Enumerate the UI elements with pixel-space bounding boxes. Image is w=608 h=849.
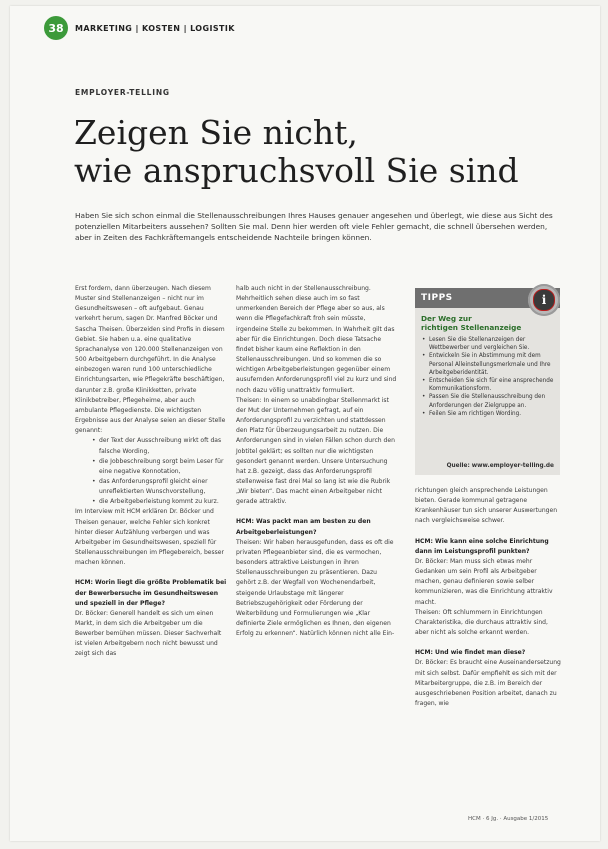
article-kicker: EMPLOYER-TELLING [75,88,170,97]
paragraph: halb auch nicht in der Stellenausschreibung. Mehrheitlich sehen diese auch im so fast unmerkenden Bereich der Pflege aber so aus, als wenn die Pflegefachkraft froh sein müsste, irgendeine Stelle zu bekommen. In Wahrheit gilt das aber für die Einrichtungen. Doch diese Tatsache findet bisher kaum eine Reflektion in den Stellenausschreibungen. Und so kommen die so wichtigen Arbeitgeberleistungen gegenüber einem ausufernden Anforderungsprofil viel zu kurz und sind noch dazu völlig unattraktiv formuliert. [236,285,397,394]
tips-box [415,288,560,475]
tips-source: Quelle: www.employer-telling.de [446,463,554,469]
tips-list-item: • Feilen Sie am richtigen Wording. [429,410,554,418]
tips-box-title: TIPPS [415,288,560,308]
article-lead: Haben Sie sich schon einmal die Stellenausschreibungen Ihres Hauses genauer angesehen und überlegt, wie diese aus Sicht des potenziellen Mitarbeiters aussehen? Sollten Sie mal. Denn hier werden oft viele Fehler gemacht, die schnell übersehen werden, aber in Zeiten des Fachkräftemangels entscheidende Nachteile bringen können. [75,211,553,243]
interview-answer: Dr. Böcker: Man muss sich etwas mehr Gedanken um sein Profil als Arbeitgeber machen, genau definieren sowie selber kommunizieren, was die Einrichtung attraktiv macht. [415,557,553,606]
paragraph: richtungen gleich ansprechende Leistungen bieten. Gerade kommunal getragene Krankenhäuser tun sich unserer Auswertungen nach vergleichsweise schwer. [415,487,558,525]
paragraph: Erst fordern, dann überzeugen. Nach diesem Muster sind Stellenanzeigen – nicht nur im Gesundheitswesen – oft aufgebaut. Genau verkehrt herum, sagen Dr. Manfred Böcker und Sascha Theisen. Überzeiden sind Profis in diesem Gebiet. Sie haben u.a. eine qualitative Sprachanalyse von 120.000 Stellenanzeigen von 500 Arbeitgebern durchgeführt. In die Analyse einbezogen waren rund 100 unterschiedliche Einrichtungsarten, wie Pflegekräfte beschäftigen, darunter z.B. große Klinikketten, private Klinikbetreiber, Pflegeheime, aber auch ambulante Pflegedienste. Die wichtigsten Ergebnisse aus der Analyse seien an dieser Stelle genannt: [75,285,226,435]
interview-answer: Dr. Böcker: Es braucht eine Auseinandersetzung mit sich selbst. Dafür empfiehlt es sich mit der Mitarbeitergruppe, die z.B. im Bereich der ausgeschriebenen Position arbeitet, danach zu fragen, wie [415,659,561,707]
tips-subtitle-line-2: richtigen Stellenanzeige [421,323,522,332]
magazine-page [10,6,600,841]
interview-answer: Dr. Böcker: Generell handelt es sich um einen Markt, in dem sich die Arbeitgeber um die Bewerber bemühen müssen. Dieser Sachverhalt ist vielen Arbeitgebern noch nicht bewusst und zeigt sich das [75,609,222,658]
page-number-badge: 38 [44,16,68,40]
list-item: • die Jobbeschreibung sorgt beim Leser für eine negative Konnotation, [99,457,228,477]
list-item: • das Anforderungsprofil gleicht einer unreflektierten Wunschvorstellung, [99,477,228,497]
column-1 [75,284,228,660]
findings-list [75,436,228,507]
info-icon: i [533,289,555,311]
section-title: MARKETING | KOSTEN | LOGISTIK [75,23,235,33]
tips-list-item: • Entwickeln Sie in Abstimmung mit dem Personal Alleinstellungsmerkmale und Ihre Arbeitgeberidentität. [429,352,554,377]
interview-answer: Theisen: Wir haben herausgefunden, dass es oft die privaten Pflegeanbieter sind, die es vermochen, besonders attraktive Leistungen in ihren Stellenausschreibungen zu präsentieren. Dazu gehört z.B. der Wegfall von Wochenendarbeit, steigende Urlaubstage mit längerer Betriebszugehörigkeit oder Förderung der Weiterbildung und Formulierungen wie „Klar definierte Ziele ermöglichen es Ihnen, den eigenen Erfolg zu erkennen“. Natürlich können nicht alle Ein- [236,538,395,638]
page-header [44,18,235,38]
page-footer: HCM · 6 Jg. · Ausgabe 1/2015 [468,816,549,822]
interview-question: HCM: Worin liegt die größte Problematik bei der Bewerbersuche im Gesundheitswesen und speziell in der Pflege? [75,579,227,607]
interview-question: HCM: Was packt man am besten zu den Arbeitgeberleistungen? [236,518,371,536]
list-item: • der Text der Ausschreibung wirkt oft das falsche Wording, [99,436,228,456]
column-3 [415,486,563,709]
paragraph: Im Interview mit HCM erklären Dr. Böcker und Theisen genauer, welche Fehler sich konkret hinter dieser Aufzählung verbergen und was Arbeitgeber im Gesundheitswesen, speziell für Stellenausschreibungen im Pflegebereich, besser machen können. [75,508,225,567]
interview-answer: Theisen: In einem so unabdingbar Stellenmarkt ist der Mut der Unternehmen gefragt, auf ein Anforderungsprofil zu verzichten und stattdessen den Platz für Überzeugungsarbeit zu nutzen. Die Anforderungen sind in vielen Fällen schon durch den Jobtitel geklärt; es sollten nur die wichtigsten gesondert genannt werden. Unsere Untersuchung hat z.B. gezeigt, dass das Anforderungsprofil stellenweise fast drei Mal so lang ist wie die Rubrik „Wir bieten“. Das macht einen Arbeitgeber nicht gerade attraktiv. [236,396,395,506]
interview-answer: Theisen: Oft schlummern in Einrichtungen Charakteristika, die durchaus attraktiv sind, aber nicht als solche erkannt werden. [415,608,548,637]
headline-line-2: wie anspruchsvoll Sie sind [74,151,519,190]
tips-subtitle-line-1: Der Weg zur [421,314,472,323]
tips-list-item: • Entscheiden Sie sich für eine ansprechende Kommunikationsform. [429,377,554,393]
column-2 [236,284,398,639]
headline-line-1: Zeigen Sie nicht, [74,113,358,152]
article-headline [74,114,519,190]
interview-question: HCM: Wie kann eine solche Einrichtung dann im Leistungsprofil punkten? [415,537,549,555]
tips-list [415,336,560,418]
tips-list-item: • Lesen Sie die Stellenanzeigen der Wettbewerber und vergleichen Sie. [429,336,554,352]
list-item: • die Arbeitgeberleistung kommt zu kurz. [99,497,228,507]
tips-list-item: • Passen Sie die Stellenausschreibung den Anforderungen der Zielgruppe an. [429,393,554,409]
info-badge [528,284,560,316]
interview-question: HCM: Und wie findet man diese? [415,649,526,657]
